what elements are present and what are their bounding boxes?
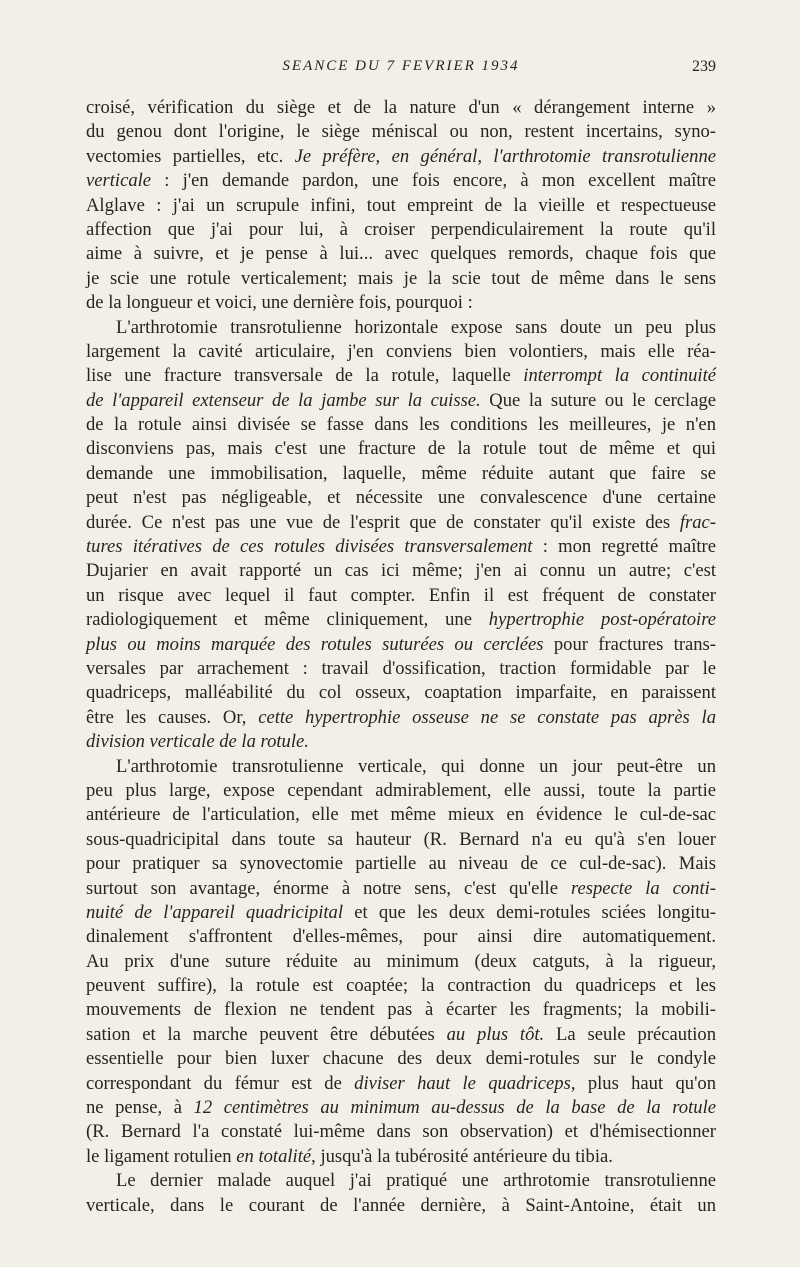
text-run: verticale, dans le courant de l'année dernière, à Saint-Antoine, était un xyxy=(86,1194,716,1216)
text-line xyxy=(86,925,716,949)
running-title: SEANCE DU 7 FEVRIER 1934 xyxy=(282,58,520,74)
text-run: vectomies partielles, etc. xyxy=(86,145,295,167)
text-run: Dujarier en avait rapporté un cas ici même; j'en ai connu un autre; c'est xyxy=(86,560,716,582)
text-line xyxy=(86,486,716,510)
text-line xyxy=(86,584,716,608)
text-run: Le dernier malade auquel j'ai pratiqué une arthrotomie transrotulienne xyxy=(116,1170,716,1192)
text-run: pour fractures trans- xyxy=(543,633,716,655)
text-line xyxy=(86,657,716,681)
text-line xyxy=(86,1096,716,1120)
text-run: mouvements de flexion ne tendent pas à écarter les fragments; la mobili- xyxy=(86,999,716,1021)
paragraph xyxy=(86,1169,716,1218)
text-run: , jusqu'à la tubérosité antérieure du tibia. xyxy=(311,1145,613,1167)
text-line xyxy=(86,364,716,388)
text-run: durée. Ce n'est pas une vue de l'esprit que de constater qu'il existe des xyxy=(86,511,680,533)
text-run: radiologiquement et même cliniquement, une xyxy=(86,609,489,631)
text-line xyxy=(86,974,716,998)
italic-text: cette hypertrophie osseuse ne se constate pas après la xyxy=(258,706,716,728)
text-line xyxy=(86,340,716,364)
text-line xyxy=(86,803,716,827)
italic-text: tures itératives de ces rotules divisées transversalement xyxy=(86,536,533,558)
text-line xyxy=(86,779,716,803)
italic-text: nuité de l'appareil quadricipital xyxy=(86,901,344,923)
text-line xyxy=(86,316,716,340)
text-run: surtout son avantage, énorme à notre sens, c'est qu'elle xyxy=(86,877,571,899)
text-run: La seule précaution xyxy=(544,1023,716,1045)
text-run: peut n'est pas négligeable, et nécessite une convalescence d'une certaine xyxy=(86,487,716,509)
text-run: Que la suture ou le cerclage xyxy=(480,389,716,411)
text-run: être les causes. Or, xyxy=(86,706,259,728)
paragraph xyxy=(86,755,716,1170)
text-line xyxy=(86,730,716,754)
text-run: correspondant du fémur est de xyxy=(86,1072,355,1094)
text-line xyxy=(86,242,716,266)
text-line xyxy=(86,169,716,193)
text-line xyxy=(86,535,716,559)
text-run: sous-quadricipital dans toute sa hauteur (R. Bernard n'a eu qu'à s'en louer xyxy=(86,828,716,850)
text-line xyxy=(86,828,716,852)
text-run: peuvent suffire), la rotule est coaptée; la contraction du quadriceps et les xyxy=(86,975,716,997)
text-line xyxy=(86,194,716,218)
text-run: quadriceps, malléabilité du col osseux, coaptation imparfaite, en paraissent xyxy=(86,682,716,704)
text-line xyxy=(86,1023,716,1047)
text-line xyxy=(86,1047,716,1071)
text-run: demande une immobilisation, laquelle, même réduite autant que faire se xyxy=(86,462,716,484)
text-line xyxy=(86,145,716,169)
text-line xyxy=(86,633,716,657)
text-run: (R. Bernard l'a constaté lui-même dans son observation) et d'hémisectionner xyxy=(86,1121,716,1143)
text-run: : j'en demande pardon, une fois encore, à mon excellent maître xyxy=(151,170,716,192)
text-run: sation et la marche peuvent être débutées xyxy=(86,1023,447,1045)
text-run: : mon regretté maître xyxy=(532,536,716,558)
italic-text: Je préfère, en général, l'arthrotomie transrotulienne xyxy=(294,145,716,167)
text-run: aime à suivre, et je pense à lui... avec quelques remords, chaque fois que xyxy=(86,243,716,265)
text-line xyxy=(86,437,716,461)
page-number: 239 xyxy=(692,58,716,75)
text-line xyxy=(86,291,716,315)
text-line xyxy=(86,1120,716,1144)
text-line xyxy=(86,120,716,144)
text-line xyxy=(86,608,716,632)
text-line xyxy=(86,901,716,925)
text-run: de la rotule ainsi divisée se fasse dans les conditions les meilleures, je n'en xyxy=(86,414,716,436)
italic-text: plus ou moins marquée des rotules suturées ou cerclées xyxy=(86,633,544,655)
text-run: et que les deux demi-rotules sciées longitu- xyxy=(343,901,717,923)
text-run: pour pratiquer sa synovectomie partielle au niveau de ce cul-de-sac). Mais xyxy=(86,853,716,875)
text-line xyxy=(86,1169,716,1193)
text-run: essentielle pour bien luxer chacune des deux demi-rotules sur le condyle xyxy=(86,1048,716,1070)
text-run: peu plus large, expose cependant admirablement, elle aussi, toute la partie xyxy=(86,779,716,801)
text-run: de la longueur et voici, une dernière fois, pourquoi : xyxy=(86,292,473,314)
text-run: , plus haut qu'on xyxy=(570,1072,717,1094)
text-run: du genou dont l'origine, le siège méniscal ou non, restent incertains, syno- xyxy=(86,121,716,143)
italic-text: verticale xyxy=(86,170,152,192)
text-line xyxy=(86,1072,716,1096)
text-line xyxy=(86,511,716,535)
text-run: L'arthrotomie transrotulienne verticale, qui donne un jour peut-être un xyxy=(116,755,716,777)
text-run: un risque avec lequel il faut compter. Enfin il est fréquent de constater xyxy=(86,584,716,606)
paragraph xyxy=(86,96,716,316)
text-line xyxy=(86,1194,716,1218)
italic-text: en totalité xyxy=(236,1145,312,1167)
text-run: lise une fracture transversale de la rotule, laquelle xyxy=(86,365,524,387)
text-line xyxy=(86,96,716,120)
text-line xyxy=(86,852,716,876)
text-run: largement la cavité articulaire, j'en conviens bien volontiers, mais elle réa- xyxy=(86,340,716,362)
page-header xyxy=(86,58,716,84)
text-run: disconviens pas, mais c'est une fracture de la rotule tout de même et qui xyxy=(86,438,716,460)
text-run: je scie une rotule verticalement; mais je la scie tout de même dans le sens xyxy=(86,267,716,289)
italic-text: 12 centimètres au minimum au-dessus de la base de la rotule xyxy=(193,1097,716,1119)
italic-text: de l'appareil extenseur de la jambe sur la cuisse. xyxy=(86,389,481,411)
text-run: L'arthrotomie transrotulienne horizontale expose sans doute un peu plus xyxy=(116,316,716,338)
italic-text: au plus tôt. xyxy=(446,1023,545,1045)
text-run: croisé, vérification du siège et de la nature d'un « dérangement interne » xyxy=(86,97,716,118)
text-line xyxy=(86,559,716,583)
italic-text: division verticale de la rotule. xyxy=(86,731,309,753)
text-run: le ligament rotulien xyxy=(86,1145,237,1167)
italic-text: diviser haut le quadriceps xyxy=(354,1072,571,1094)
italic-text: frac- xyxy=(679,511,716,533)
text-line xyxy=(86,462,716,486)
text-run: Au prix d'une suture réduite au minimum (deux catguts, à la rigueur, xyxy=(86,950,716,972)
text-line xyxy=(86,218,716,242)
italic-text: respecte la conti- xyxy=(570,877,717,899)
text-run: antérieure de l'articulation, elle met même mieux en évidence le cul-de-sac xyxy=(86,804,716,826)
text-line xyxy=(86,877,716,901)
text-line xyxy=(86,413,716,437)
article-body xyxy=(86,96,716,1218)
text-line xyxy=(86,267,716,291)
italic-text: hypertrophie post-opératoire xyxy=(488,609,716,631)
text-line xyxy=(86,706,716,730)
italic-text: interrompt la continuité xyxy=(523,365,716,387)
text-run: Alglave : j'ai un scrupule infini, tout empreint de la vieille et respectueuse xyxy=(86,194,716,216)
text-line xyxy=(86,755,716,779)
text-run: affection que j'ai pour lui, à croiser perpendiculairement la route qu'il xyxy=(86,218,716,240)
text-line xyxy=(86,950,716,974)
text-line xyxy=(86,389,716,413)
text-line xyxy=(86,998,716,1022)
text-line xyxy=(86,681,716,705)
paragraph xyxy=(86,316,716,755)
text-line xyxy=(86,1145,716,1169)
text-run: ne pense, à xyxy=(86,1097,194,1119)
text-run: versales par arrachement : travail d'ossification, traction formidable par le xyxy=(86,657,716,679)
text-run: dinalement s'affrontent d'elles-mêmes, pour ainsi dire automatiquement. xyxy=(86,926,716,948)
